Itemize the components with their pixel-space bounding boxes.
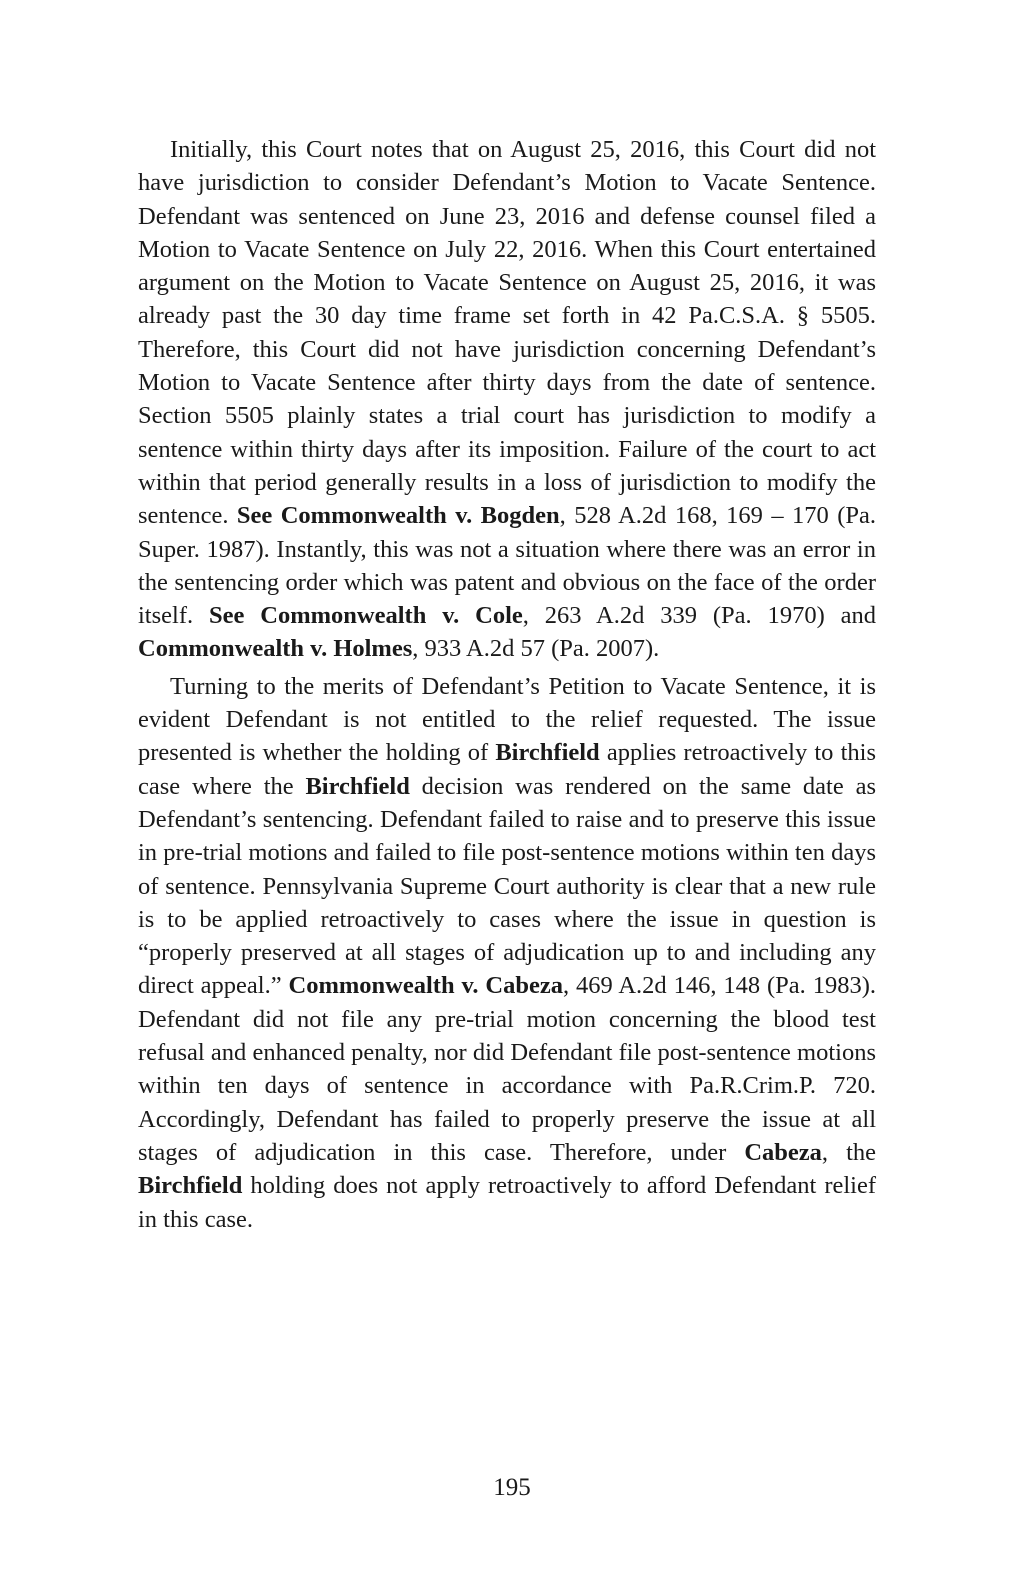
case-citation: Cabeza [744,1138,822,1166]
case-citation: See Commonwealth v. Bogden [236,502,560,530]
case-citation: Commonwealth v. Cabeza [288,972,563,1000]
case-citation: Birchfield [138,1172,243,1200]
text-run: holding does not apply retroactively to afford Defendant relief in this case. [138,1172,876,1233]
page-number: 195 [493,1474,531,1501]
text-run: , 528 A.2d 168, 169 – 170 (Pa. Super. 1987). Instantly, this was not a situation where there was an error in the sentencing order which was patent and obvious on the face of the order itself. [138,502,876,630]
case-citation: See Commonwealth v. Cole [209,602,523,630]
text-run: , 933 A.2d 57 (Pa. 2007). [412,635,660,663]
case-citation: Commonwealth v. Holmes [138,635,413,663]
case-citation: Birchfield [305,772,410,800]
text-run: , 263 A.2d 339 (Pa. 1970) and [522,602,876,630]
text-run: decision was rendered on the same date as Defendant’s sentencing. Defendant failed to raise and to preserve this issue in pre-trial motions and failed to file post-sentence motions within ten days of sentence. Pennsylvania Supreme Court authority is clear that a new rule is to be applied retroactively to cases where the issue in question is “properly preserved at all stages of adjudication up to and including any direct appeal.” [138,772,876,1000]
text-run: , 469 A.2d 146, 148 (Pa. 1983). Defendant did not file any pre-trial motion concerning the blood test refusal and enhanced penalty, nor did Defendant file post-sentence motions within ten days of sentence in accordance with Pa.R.Crim.P. 720. Accordingly, Defendant has failed to properly preserve the issue at all stages of adjudication in this case. Therefore, under [138,972,876,1166]
text-run: Turning to the merits of Defendant’s Petition to Vacate Sentence, it is evident Defendant is not entitled to the relief requested. The issue presented is whether the holding of [138,672,876,767]
document-page [138,133,876,1240]
paragraph-merits [138,670,876,1236]
paragraph-jurisdiction [138,133,876,666]
text-run: applies retroactively to this case where the [138,739,876,800]
text-run: Initially, this Court notes that on August 25, 2016, this Court did not have jurisdiction to consider Defendant’s Motion to Vacate Sentence. Defendant was sentenced on June 23, 2016 and defense counsel filed a Motion to Vacate Sentence on July 22, 2016. When this Court entertained argument on the Motion to Vacate Sentence on August 25, 2016, it was already past the 30 day time frame set forth in 42 Pa.C.S.A. § 5505. Therefore, this Court did not have jurisdiction concerning Defendant’s Motion to Vacate Sentence after thirty days from the date of sentence. Section 5505 plainly states a trial court has jurisdiction to modify a sentence within thirty days after its imposition. Failure of the court to act within that period generally results in a loss of jurisdiction to modify the sentence. [138,136,876,530]
text-run: , the [821,1138,877,1166]
case-citation: Birchfield [495,739,600,767]
